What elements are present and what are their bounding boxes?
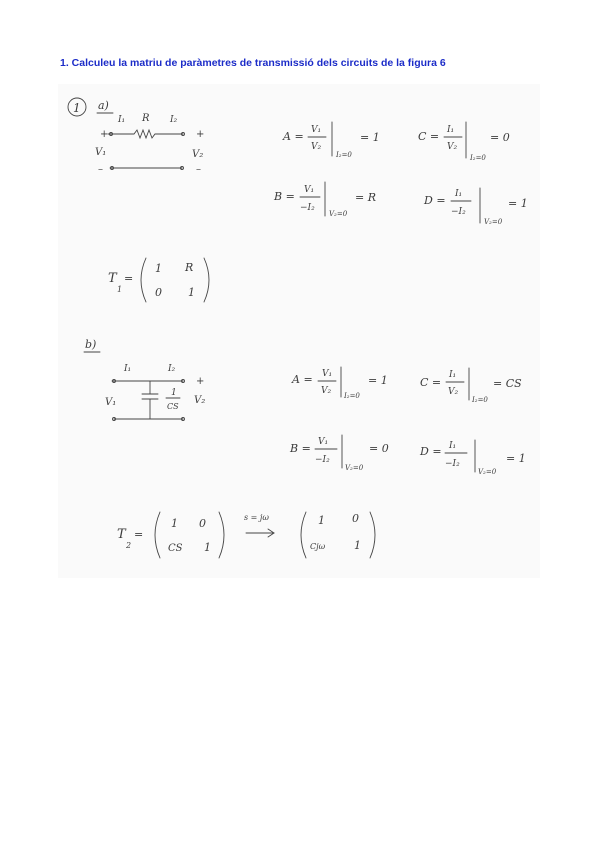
m11: 1 — [318, 514, 325, 527]
bracket-left — [141, 258, 146, 302]
circuit-b — [105, 364, 205, 421]
eq-value: = 1 — [508, 197, 528, 210]
circuit-a-minus-right: – — [196, 164, 201, 175]
circuit-a-v2: V₂ — [192, 149, 204, 160]
cap-den: CS — [167, 402, 179, 411]
eq-lhs: D = — [424, 194, 446, 207]
eq-num: V₁ — [304, 185, 315, 195]
bracket-left — [155, 512, 160, 558]
eq-lhs: C = — [418, 130, 440, 143]
eq-a-D — [423, 188, 528, 226]
eq-value: = R — [355, 191, 376, 204]
eq-num: I₁ — [455, 189, 463, 199]
eq-num: I₁ — [449, 370, 457, 380]
matrix-eq: = — [134, 528, 144, 541]
m22: 1 — [354, 539, 361, 552]
eq-value: = 1 — [506, 452, 526, 465]
matrix-name: T — [108, 271, 117, 286]
circuit-b-v2: V₂ — [194, 395, 206, 406]
eq-den: −I₂ — [300, 203, 315, 213]
matrix-sub: 1 — [117, 285, 123, 294]
m12: R — [185, 261, 194, 274]
matrix-t1 — [108, 258, 209, 302]
circuit-a-minus-left: – — [98, 164, 103, 175]
eq-cond: I₂=0 — [470, 154, 486, 162]
circuit-a-v1: V₁ — [95, 147, 107, 158]
eq-num: I₁ — [447, 125, 455, 135]
part-b-label: b) — [85, 338, 97, 351]
eq-b-D — [419, 440, 526, 476]
circuit-a-r: R — [142, 113, 150, 124]
m22: 1 — [188, 286, 195, 299]
circuit-a-i1: I₁ — [118, 115, 126, 125]
circuit-a-plus-right: + — [196, 129, 205, 140]
circuit-b-i2: I₂ — [168, 364, 176, 374]
eq-den: V₂ — [447, 142, 458, 152]
eq-lhs: A = — [283, 130, 304, 143]
m21: 0 — [155, 286, 162, 299]
eq-cond: I₂=0 — [472, 396, 488, 404]
eq-b-A — [291, 367, 388, 400]
eq-cond: V₂=0 — [329, 210, 348, 218]
eq-value: = CS — [493, 377, 522, 390]
eq-den: V₂ — [448, 387, 459, 397]
bracket-left — [301, 512, 306, 558]
m21: Cjω — [310, 542, 326, 551]
eq-cond: V₂=0 — [345, 464, 364, 472]
eq-num: I₁ — [449, 441, 457, 451]
bracket-right — [370, 512, 375, 558]
arrow-label: s = jω — [244, 513, 269, 522]
eq-cond: I₂=0 — [336, 151, 352, 159]
eq-num: V₁ — [311, 125, 322, 135]
circuit-b-plus: + — [196, 376, 205, 387]
substitution-arrow — [244, 513, 274, 537]
eq-cond: V₂=0 — [478, 468, 497, 476]
eq-lhs: B = — [290, 442, 311, 455]
m22: 1 — [204, 541, 211, 554]
eq-value: = 1 — [360, 131, 380, 144]
matrix-t2 — [117, 512, 224, 558]
eq-lhs: A = — [292, 373, 313, 386]
m12: 0 — [352, 512, 359, 525]
resistor-wire — [108, 130, 183, 138]
eq-den: −I₂ — [451, 207, 466, 217]
eq-value: = 1 — [368, 374, 388, 387]
eq-num: V₁ — [318, 437, 329, 447]
m11: 1 — [155, 262, 162, 275]
circuit-a-i2: I₂ — [170, 115, 178, 125]
eq-value: = 0 — [490, 131, 510, 144]
matrix-sub: 2 — [126, 541, 132, 550]
matrix-eq: = — [124, 272, 134, 285]
eq-den: −I₂ — [445, 459, 460, 469]
eq-den: −I₂ — [315, 455, 330, 465]
m11: 1 — [171, 517, 178, 530]
eq-cond: V₂=0 — [484, 218, 503, 226]
bracket-right — [204, 258, 209, 302]
circuit-a — [95, 113, 204, 175]
bracket-right — [219, 512, 224, 558]
part-b — [84, 338, 526, 558]
eq-b-C — [420, 368, 522, 404]
eq-lhs: D = — [420, 445, 442, 458]
m21: CS — [168, 543, 183, 554]
eq-value: = 0 — [369, 442, 389, 455]
eq-lhs: B = — [274, 190, 295, 203]
eq-num: V₁ — [322, 369, 333, 379]
part-a-label: a) — [98, 99, 109, 112]
part-a — [68, 98, 528, 302]
eq-a-A — [282, 122, 380, 159]
circuit-b-v1: V₁ — [105, 397, 117, 408]
matrix-t2-jw — [301, 512, 375, 558]
eq-a-B — [273, 182, 376, 218]
circuit-b-i1: I₁ — [124, 364, 132, 374]
eq-den: V₂ — [311, 142, 322, 152]
eq-b-B — [289, 435, 389, 472]
problem-number: 1 — [73, 101, 81, 115]
eq-den: V₂ — [321, 386, 332, 396]
m12: 0 — [199, 517, 206, 530]
document-title: 1. Calculeu la matriu de paràmetres de transmissió dels circuits de la figura 6 — [60, 57, 446, 69]
matrix-name: T — [117, 527, 126, 542]
circuit-a-plus-left: + — [100, 129, 109, 140]
eq-a-C — [418, 122, 510, 162]
eq-cond: I₂=0 — [344, 392, 360, 400]
cap-num: 1 — [171, 388, 177, 398]
eq-lhs: C = — [420, 376, 442, 389]
